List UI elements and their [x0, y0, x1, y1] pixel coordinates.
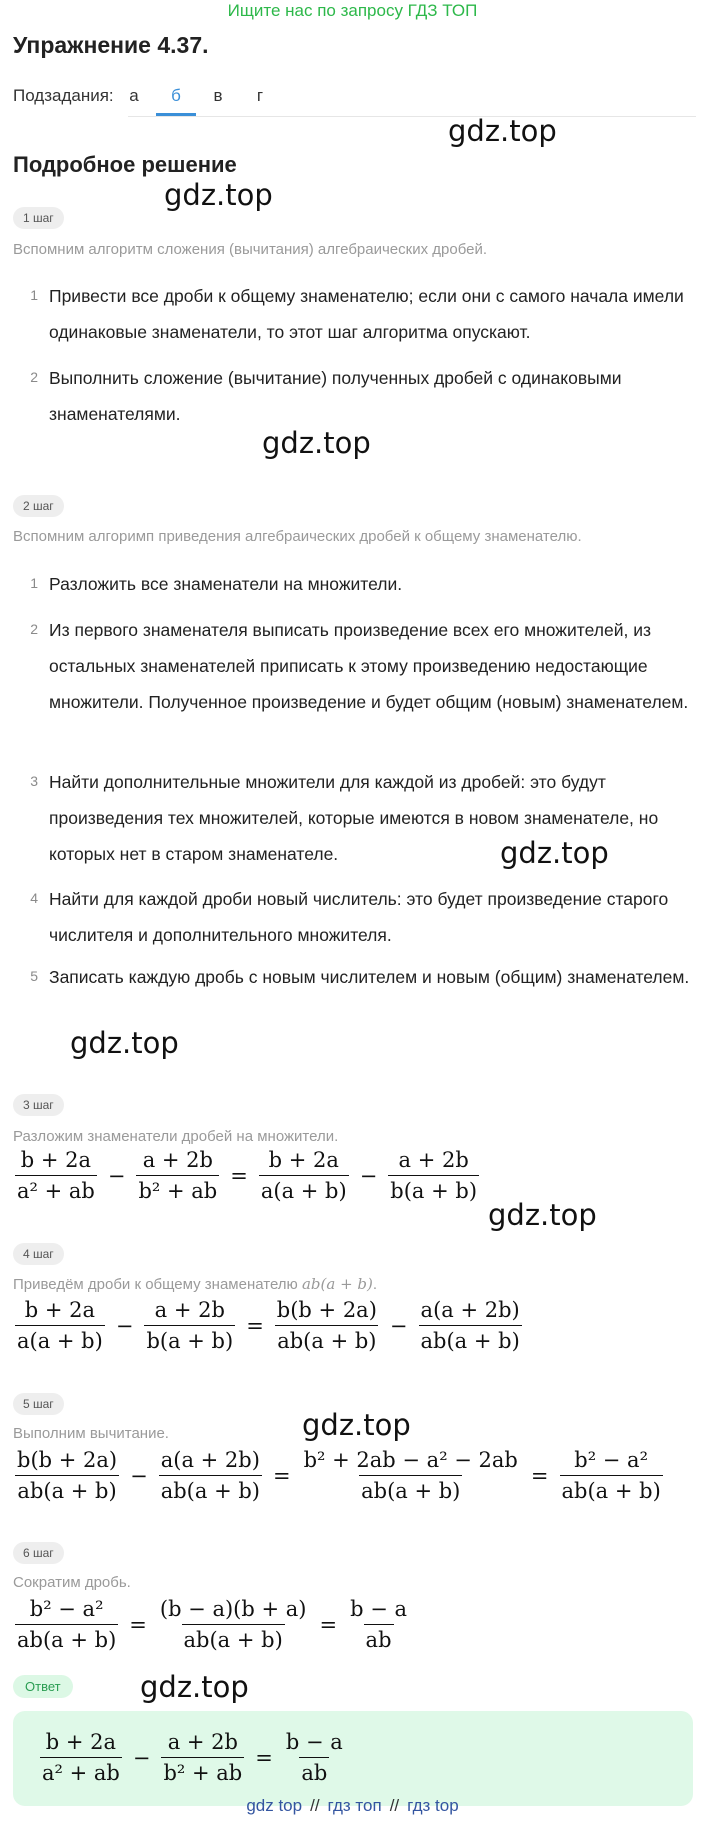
formula-step4: $\frac{b + 2a}{a(a + b)}$ − $\frac{a + 2b}{b(a + b)}$ = $\frac{b(b + 2a)}{ab(a + b)}$ − $\frac{a(a + 2b)}{ab(a + b)}$: [17, 1298, 520, 1353]
watermark: gdz.top: [262, 426, 371, 460]
fraction: $\frac{(b - a)(b + a)}{ab(a + b)}$: [159, 1597, 307, 1652]
list-number: 1: [30, 287, 38, 303]
subtask-tabs: [128, 74, 696, 117]
fraction: $\frac{a(a + 2b)}{ab(a + b)}$: [160, 1448, 260, 1503]
fraction: $\frac{\text{b² − a²}}{ab(a + b)}$: [17, 1597, 117, 1652]
step-badge: 3 шаг: [13, 1094, 64, 1116]
fraction: $\frac{b + 2a}{\text{a² + ab}}$: [17, 1148, 95, 1203]
watermark: gdz.top: [140, 1670, 249, 1704]
step-hint: Разложим знаменатели дробей на множители.: [13, 1128, 339, 1145]
list-number: 1: [30, 575, 38, 591]
fraction: $\frac{b + 2a}{a(a + b)}$: [260, 1148, 347, 1203]
fraction: $\frac{b - a}{ab}$: [350, 1597, 407, 1652]
answer-badge: Ответ: [13, 1675, 73, 1698]
watermark: gdz.top: [448, 114, 557, 148]
list-number: 2: [30, 369, 38, 385]
list-item: Выполнить сложение (вычитание) полученных дробей с одинаковыми знаменателями.: [49, 368, 622, 424]
footer-links: [0, 1796, 705, 1816]
subtasks-label: Подзадания:: [13, 86, 114, 105]
fraction: $\frac{a(a + 2b)}{ab(a + b)}$: [420, 1298, 520, 1353]
watermark: gdz.top: [500, 836, 609, 870]
fraction: $\frac{a + 2b}{\text{b² + ab}}$: [163, 1730, 243, 1785]
step-hint: Приведём дроби к общему знаменателю ab(a + b).: [13, 1275, 378, 1293]
fraction: $\frac{b(b + 2a)}{ab(a + b)}$: [276, 1298, 377, 1353]
footer-separator: //: [389, 1796, 400, 1815]
fraction: $\frac{b + 2a}{\text{a² + ab}}$: [42, 1730, 120, 1785]
tab-a[interactable]: а: [129, 86, 139, 105]
list-item: Привести все дроби к общему знаменателю; если они с самого начала имели одинаковые знаменатели, то этот шаг алгоритма опускают.: [49, 286, 684, 342]
step-badge: 5 шаг: [13, 1393, 64, 1415]
fraction: $\frac{b + 2a}{a(a + b)}$: [17, 1298, 103, 1353]
tab-b[interactable]: б: [171, 86, 181, 105]
fraction: $\frac{a + 2b}{b(a + b)}$: [390, 1148, 478, 1203]
tab-g[interactable]: г: [256, 86, 264, 105]
formula-step6: $\frac{\text{b² − a²}}{ab(a + b)}$ = $\frac{(b - a)(b + a)}{ab(a + b)}$ = $\frac{b - a}{ab}$: [17, 1597, 407, 1652]
search-banner: Ищите нас по запросу ГДЗ ТОП: [227, 1, 478, 20]
step-badge: 1 шаг: [13, 207, 64, 229]
watermark: gdz.top: [488, 1198, 597, 1232]
formula-step3: $\frac{b + 2a}{\text{a² + ab}}$ − $\frac{a + 2b}{\text{b² + ab}}$ = $\frac{b + 2a}{a(a + b)}$ − $\frac{a + 2b}{b(a + b)}$: [17, 1148, 478, 1203]
list-item: Записать каждую дробь с новым числителем и новым (общим) знаменателем.: [49, 967, 690, 987]
tab-v[interactable]: в: [213, 86, 223, 105]
footer-link[interactable]: гдз top: [407, 1796, 459, 1815]
watermark: gdz.top: [70, 1026, 179, 1060]
watermark: gdz.top: [164, 178, 273, 212]
fraction: $\frac{a + 2b}{b(a + b)}$: [146, 1298, 234, 1353]
active-tab-indicator: [156, 113, 196, 116]
step-hint: Вспомним алгоритм сложения (вычитания) алгебраических дробей.: [13, 241, 488, 258]
answer-formula: $\frac{b + 2a}{\text{a² + ab}}$ − $\frac{a + 2b}{\text{b² + ab}}$ = $\frac{b - a}{ab}$: [42, 1730, 343, 1785]
step-hint: Сократим дробь.: [13, 1574, 131, 1591]
section-title: Подробное решение: [13, 152, 237, 177]
watermark: gdz.top: [302, 1408, 411, 1442]
step-badge: 6 шаг: [13, 1542, 64, 1564]
footer-link[interactable]: gdz top: [246, 1796, 303, 1815]
step-badge: 4 шаг: [13, 1243, 64, 1265]
list-number: 2: [30, 621, 38, 637]
list-number: 5: [30, 968, 38, 984]
fraction: $\frac{\text{b² + 2ab − a² − 2ab}}{ab(a + b)}$: [303, 1448, 518, 1503]
footer-link[interactable]: гдз топ: [327, 1796, 382, 1815]
list-number: 3: [30, 773, 38, 789]
list-number: 4: [30, 890, 38, 906]
footer-separator: //: [310, 1796, 320, 1815]
list-item: Разложить все знаменатели на множители.: [49, 574, 403, 594]
hint-math: ab(a + b): [301, 1275, 373, 1293]
list-item: Из первого знаменателя выписать произведение всех его множителей, из остальных знаменателей приписать к этому произведению недостающие множители. Полученное произведение и будет общим (новым) знаменателем.: [49, 620, 689, 712]
list-item: Найти для каждой дроби новый числитель: это будет произведение старого числителя и дополнительного множителя.: [49, 889, 669, 945]
fraction: $\frac{b(b + 2a)}{ab(a + b)}$: [17, 1448, 118, 1503]
fraction: $\frac{a + 2b}{\text{b² + ab}}$: [138, 1148, 218, 1203]
step-badge: 2 шаг: [13, 495, 64, 517]
fraction: $\frac{\text{b² − a²}}{ab(a + b)}$: [561, 1448, 661, 1503]
page-title: Упражнение 4.37.: [13, 32, 209, 58]
step-hint: Выполним вычитание.: [13, 1425, 169, 1442]
formula-step5: $\frac{b(b + 2a)}{ab(a + b)}$ − $\frac{a(a + 2b)}{ab(a + b)}$ = $\frac{\text{b² + 2ab − a² − 2ab}}{ab(a + b)}$ = $\frac{\text{b² − a²}}{ab(a + b)}$: [17, 1448, 661, 1503]
list-item: Найти дополнительные множители для каждой из дробей: это будут произведения тех множителей, которые имеются в новом знаменателе, но которых нет в старом знаменателе.: [49, 772, 659, 864]
step-hint: Вспомним алгоримп приведения алгебраических дробей к общему знаменателю.: [13, 528, 582, 545]
fraction: $\frac{b - a}{ab}$: [285, 1730, 343, 1785]
